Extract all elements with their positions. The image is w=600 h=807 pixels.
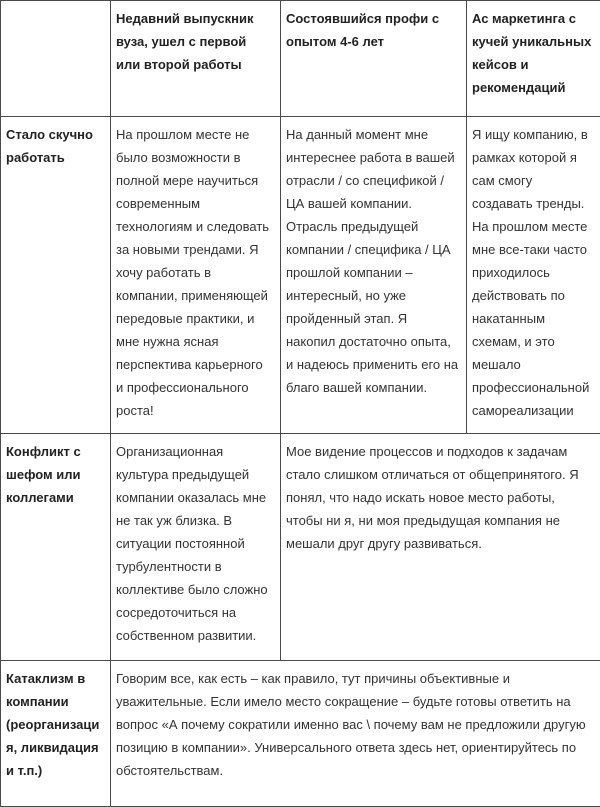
column-header-marketing-ace: Ас маркетинга с кучей уникальных кейсов и рекомендаций <box>467 1 600 117</box>
row-label-bored: Стало скучно работать <box>1 117 111 434</box>
table-cell: На данный момент мне интереснее работа в вашей отрасли / со спецификой / ЦА вашей компании. Отрасль предыдущей компании / специфика / ЦА прошлой компании – интересный, но уже пройденный этап. Я накопил достаточно опыта, и надеюсь применить его на благо вашей компании. <box>281 117 467 434</box>
row-label-cataclysm: Катаклизм в компании (реорганизация, ликвидация и т.п.) <box>1 661 111 807</box>
column-header-professional: Состоявшийся профи с опытом 4-6 лет <box>281 1 467 117</box>
table-cell: Мое видение процессов и подходов к задачам стало слишком отличаться от общепринятого. Я понял, что надо искать новое место работы, чтобы ни я, ни моя предыдущая компания не мешали друг другу развиваться. <box>281 434 600 661</box>
table-cell: Организационная культура предыдущей компании оказалась мне не так уж близка. В ситуации постоянной турбулентности в коллективе было сложно сосредоточиться на собственном развитии. <box>111 434 281 661</box>
table-cell: Говорим все, как есть – как правило, тут причины объективные и уважительные. Если имело место сокращение – будьте готовы ответить на вопрос «А почему сократили именно вас \ почему вам не предложили другую позицию в компании». Универсального ответа здесь нет, ориентируйтесь по обстоятельствам. <box>111 661 600 807</box>
table-cell: На прошлом месте не было возможности в полной мере научиться современным технологиям и следовать за новыми трендами. Я хочу работать в компании, применяющей передовые практики, и мне нужна ясная перспектива карьерного и профессионального роста! <box>111 117 281 434</box>
corner-cell <box>1 1 111 117</box>
table-row <box>1 661 600 807</box>
table-row <box>1 434 600 661</box>
row-label-conflict: Конфликт с шефом или коллегами <box>1 434 111 661</box>
column-header-graduate: Недавний выпускник вуза, ушел с первой или второй работы <box>111 1 281 117</box>
table-cell: Я ищу компанию, в рамках которой я сам смогу создавать тренды. На прошлом месте мне все-таки часто приходилось действовать по накатанным схемам, и это мешало профессиональной самореализации <box>467 117 600 434</box>
table-row <box>1 117 600 434</box>
header-row <box>1 1 600 117</box>
